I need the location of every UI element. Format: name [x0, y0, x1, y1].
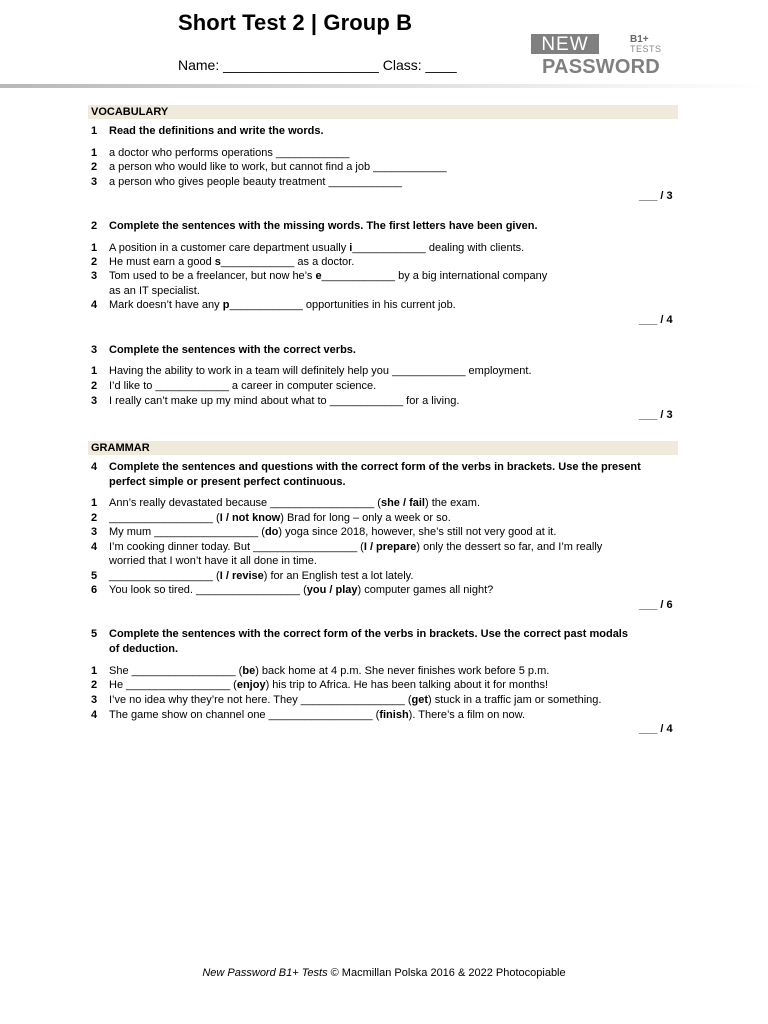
logo-tests: TESTS [630, 44, 662, 54]
item-text-continued: worried that I won’t have it all done in time. [109, 555, 317, 567]
logo-new: NEW [531, 34, 599, 54]
item-text-continued: as an IT specialist. [109, 285, 200, 297]
page-title: Short Test 2 | Group B [178, 10, 413, 35]
section-heading-grammar: GRAMMAR [88, 441, 678, 455]
item-number: 5 [91, 570, 98, 582]
exercise-number: 3 [91, 344, 98, 356]
exercise-instruction: Complete the sentences with the correct verbs. [109, 344, 356, 356]
score-box: ___ / 6 [639, 599, 673, 611]
exercise-number: 5 [91, 628, 98, 640]
item-text: a person who would like to work, but cannot find a job ____________ [109, 161, 447, 173]
item-text: I’d like to ____________ a career in computer science. [109, 380, 377, 392]
header-divider [0, 84, 768, 88]
item-text: Having the ability to work in a team will definitely help you ____________ employment. [109, 365, 532, 377]
score-box: ___ / 3 [639, 409, 673, 421]
item-number: 1 [91, 665, 98, 677]
section-heading-vocabulary: VOCABULARY [88, 105, 678, 119]
item-text: I really can’t make up my mind about what to ____________ for a living. [109, 395, 460, 407]
exercise-number: 2 [91, 220, 98, 232]
new-password-logo [531, 34, 666, 78]
item-number: 3 [91, 270, 98, 282]
score-box: ___ / 4 [639, 723, 673, 735]
item-text: He _________________ (enjoy) his trip to Africa. He has been talking about it for months! [109, 679, 549, 691]
name-class-line: Name: ____________________ Class: ____ [178, 57, 457, 73]
item-number: 3 [91, 395, 98, 407]
item-text: a person who gives people beauty treatment ____________ [109, 176, 402, 188]
item-number: 3 [91, 694, 98, 706]
item-text: a doctor who performs operations ____________ [109, 147, 350, 159]
item-text: I’ve no idea why they’re not here. They _________________ (get) stuck in a traffic jam or something. [109, 694, 602, 706]
item-text: Mark doesn’t have any p____________ opportunities in his current job. [109, 299, 456, 311]
score-box: ___ / 3 [639, 190, 673, 202]
item-number: 1 [91, 497, 98, 509]
item-number: 2 [91, 512, 98, 524]
item-text: She _________________ (be) back home at 4 p.m. She never finishes work before 5 p.m. [109, 665, 550, 677]
item-number: 1 [91, 242, 98, 254]
exercise-instruction: Complete the sentences with the missing words. The first letters have been given. [109, 220, 538, 232]
item-text: The game show on channel one _________________ (finish). There’s a film on now. [109, 709, 526, 721]
item-number: 3 [91, 526, 98, 538]
item-number: 3 [91, 176, 98, 188]
item-text: He must earn a good s____________ as a doctor. [109, 256, 355, 268]
item-text: I’m cooking dinner today. But _________________ (I / prepare) only the dessert so far, and I’m really [109, 541, 603, 553]
logo-password: PASSWORD [542, 56, 660, 78]
logo-level: B1+ [630, 34, 649, 45]
item-text: _________________ (I / revise) for an English test a lot lately. [109, 570, 414, 582]
item-number: 1 [91, 365, 98, 377]
page-footer: New Password B1+ Tests © Macmillan Polska 2016 & 2022 Photocopiable [202, 967, 566, 979]
item-text: Tom used to be a freelancer, but now he’s e____________ by a big international company [109, 270, 548, 282]
exercise-instruction: Complete the sentences and questions with the correct form of the verbs in brackets. Use the present perfect simple or present perfect continuous. [109, 461, 641, 488]
item-number: 2 [91, 161, 98, 173]
item-text: A position in a customer care department usually i____________ dealing with clients. [109, 242, 525, 254]
item-number: 1 [91, 147, 98, 159]
item-text: My mum _________________ (do) yoga since 2018, however, she’s still not very good at it. [109, 526, 557, 538]
item-text: You look so tired. _________________ (you / play) computer games all night? [109, 584, 494, 596]
item-number: 2 [91, 256, 98, 268]
item-number: 4 [91, 709, 98, 721]
exercise-instruction: Complete the sentences with the correct form of the verbs in brackets. Use the correct past modals of deduction. [109, 628, 628, 655]
score-box: ___ / 4 [639, 314, 673, 326]
exercise-instruction: Read the definitions and write the words. [109, 125, 324, 137]
item-text: _________________ (I / not know) Brad for long – only a week or so. [109, 512, 451, 524]
item-number: 6 [91, 584, 98, 596]
item-number: 2 [91, 380, 98, 392]
item-number: 4 [91, 541, 98, 553]
item-text: Ann’s really devastated because _________________ (she / fail) the exam. [109, 497, 481, 509]
item-number: 2 [91, 679, 98, 691]
item-number: 4 [91, 299, 98, 311]
exercise-number: 4 [91, 461, 98, 473]
exercise-number: 1 [91, 125, 98, 137]
